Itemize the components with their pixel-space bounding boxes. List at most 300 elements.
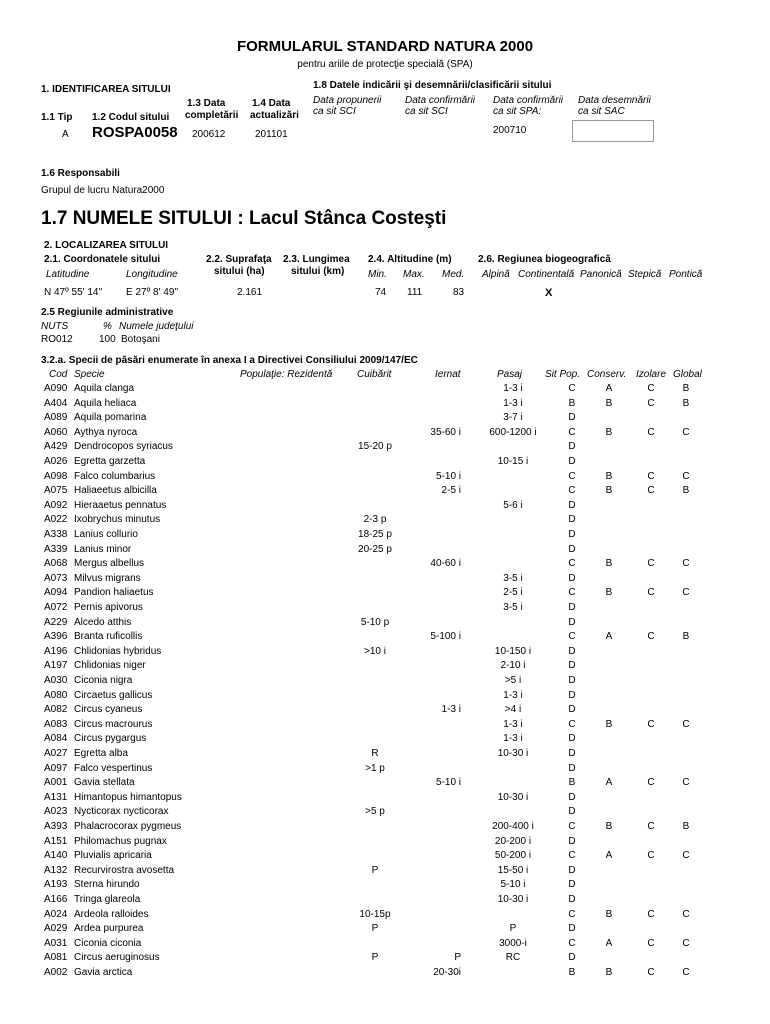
update-date-label-2: actualizări [250,110,299,121]
spa-confirm-value: 200710 [493,125,527,136]
altitude-label: 2.4. Altitudine (m) [368,254,452,265]
site-pop-value: D [568,572,576,584]
isolation-value: C [647,485,655,497]
latitude-value: N 47º 55' 14'' [44,287,103,298]
conservation-value: A [605,850,613,862]
species-name: Himantopus himantopus [74,791,182,803]
species-code: A229 [44,616,68,628]
col-passage-header: Pasaj [497,369,523,380]
breeding-value: 10-15p [359,908,391,920]
table-row [0,763,770,777]
wintering-value: 20-30i [433,967,461,978]
form-subtitle: pentru ariile de protecţie specială (SPA) [297,59,473,70]
col-global-header: Global [673,369,702,380]
col-species-header: Specie [74,369,105,380]
isolation-value: C [647,908,655,920]
conservation-value: B [605,718,613,730]
isolation-value: C [647,718,655,730]
species-name: Lanius minor [74,543,132,555]
conservation-value: A [605,383,613,394]
table-row [0,383,770,397]
site-pop-value: D [568,660,576,672]
species-name: Circus macrourus [74,718,153,730]
update-date-value: 201101 [255,129,288,140]
global-value: B [682,631,690,643]
site-pop-value: C [568,821,576,832]
conservation-value: B [605,470,613,482]
area-label-1: 2.2. Suprafaţa [206,254,272,265]
table-row [0,660,770,674]
wintering-value: 5-100 i [430,631,461,643]
global-value: C [682,587,690,599]
col-code-header: Cod [49,369,68,380]
breeding-value: P [371,952,379,964]
spa-confirm-label-1: Data confirmării [493,95,564,106]
passage-value: 2-5 i [503,587,523,599]
table-row [0,923,770,937]
breeding-value: 15-20 p [358,441,392,453]
species-name: Ardea purpurea [74,923,144,935]
wintering-value: 1-3 i [441,704,461,716]
sci-proposal-label-1: Data propunerii [313,95,382,106]
table-row [0,967,770,981]
global-value: B [682,821,690,832]
species-code: A072 [44,602,68,613]
passage-value: 50-200 i [494,850,532,862]
species-name: Aquila clanga [74,383,135,394]
passage-value: 20-200 i [494,835,532,847]
species-name: Gavia stellata [74,777,135,789]
spa-confirm-label-2: ca sit SPA: [493,106,542,117]
breeding-value: >5 p [365,806,385,818]
nuts-value: RO012 [41,334,73,345]
species-name: Dendrocopos syriacus [74,441,173,453]
passage-value: P [509,923,517,935]
sci-confirm-label-2: ca sit SCI [405,106,448,117]
percent-label: % [103,321,112,332]
species-name: Ciconia ciconia [74,937,142,949]
species-code: A031 [44,937,68,949]
species-code: A022 [44,514,68,526]
table-row [0,587,770,601]
species-name: Gavia arctica [74,967,133,978]
table-row [0,675,770,689]
table-row [0,573,770,587]
species-code: A151 [44,835,68,847]
table-row [0,602,770,616]
species-name: Branta ruficollis [74,631,143,643]
global-value: C [682,470,690,482]
wintering-value: 5-10 i [435,777,461,789]
species-code: A023 [44,806,68,818]
conservation-value: A [605,631,613,643]
passage-value: 1-3 i [503,689,523,701]
site-pop-value: D [568,952,576,964]
species-name: Egretta garzetta [74,456,146,467]
global-value: C [682,558,690,570]
conservation-value: B [605,908,613,920]
breeding-value: P [371,923,379,935]
sac-designation-label-1: Data desemnării [578,95,651,106]
altitude-min-value: 74 [375,287,387,298]
species-name: Egretta alba [74,748,128,759]
table-row [0,412,770,426]
species-code: A024 [44,908,68,920]
wintering-value: 35-60 i [430,426,461,438]
table-row [0,806,770,820]
site-pop-value: D [568,791,576,803]
completion-date-label-2: completării [185,110,239,121]
species-code: A098 [44,470,68,482]
species-code: A339 [44,543,68,555]
table-row [0,441,770,455]
isolation-value: C [647,631,655,643]
site-pop-value: D [568,894,576,905]
passage-value: 10-150 i [494,645,532,657]
table-row [0,865,770,879]
site-pop-value: D [568,499,576,511]
county-name-value: Botoşani [121,334,160,345]
isolation-value: C [647,937,655,949]
global-value: C [682,908,690,920]
isolation-value: C [647,470,655,482]
site-pop-value: B [568,397,576,409]
species-name: Circus aeruginosus [74,952,160,964]
area-value: 2.161 [237,287,263,298]
isolation-value: C [647,777,655,789]
passage-value: 1-3 i [503,383,523,394]
site-pop-value: D [568,602,576,613]
species-name: Circus cyaneus [74,704,143,716]
global-value: C [682,426,690,438]
global-value: C [682,967,690,978]
passage-value: 5-6 i [503,499,523,511]
species-code: A083 [44,718,68,730]
species-code: A166 [44,894,68,905]
area-label-2: sitului (ha) [214,266,265,277]
species-code: A197 [44,660,68,672]
species-name: Aythya nyroca [74,426,138,438]
isolation-value: C [647,587,655,599]
site-code-value: ROSPA0058 [92,124,178,141]
table-row [0,558,770,572]
conservation-value: A [605,937,613,949]
table-row [0,777,770,791]
region-pontic-label: Pontică [669,269,703,280]
region-steppic-label: Stepică [628,269,662,280]
sci-proposal-label-2: ca sit SCI [313,106,356,117]
species-name: Ixobrychus minutus [74,514,161,526]
wintering-value: P [454,952,461,964]
breeding-value: R [371,748,379,759]
species-code: A338 [44,529,68,540]
table-row [0,456,770,470]
global-value: C [682,937,690,949]
species-code: A404 [44,397,68,409]
latitude-label: Latitudine [46,269,90,280]
species-code: A002 [44,967,68,978]
altitude-max-value: 111 [407,287,423,298]
responsible-value: Grupul de lucru Natura2000 [41,185,165,196]
admin-regions-heading: 2.5 Regiunile administrative [41,307,174,318]
percent-value: 100 [99,334,116,345]
site-pop-value: C [568,485,576,497]
species-code: A068 [44,558,68,570]
altitude-med-value: 83 [453,287,465,298]
type-value: A [62,129,69,140]
species-name: Pandion haliaetus [74,587,154,599]
species-code: A429 [44,441,68,453]
site-pop-value: D [568,529,576,540]
species-code: A027 [44,748,68,759]
species-code: A029 [44,923,68,935]
breeding-value: 18-25 p [358,529,392,540]
isolation-value: C [647,558,655,570]
species-name: Aquila heliaca [74,397,137,409]
site-pop-value: B [568,777,576,789]
wintering-value: 2-5 i [441,485,461,497]
passage-value: 3-5 i [503,572,523,584]
isolation-value: C [647,821,655,832]
wintering-value: 5-10 i [435,470,461,482]
species-code: A084 [44,733,68,745]
length-label-2: sitului (km) [291,266,345,277]
table-row [0,704,770,718]
species-code: A089 [44,412,68,424]
breeding-value: 2-3 p [363,514,387,526]
passage-value: >5 i [504,675,522,686]
passage-value: 1-3 i [503,397,523,409]
species-code: A396 [44,631,68,643]
col-conservation-header: Conserv. [587,369,627,380]
passage-value: 2-10 i [500,660,526,672]
table-row [0,952,770,966]
conservation-value: B [605,967,613,978]
conservation-value: B [605,587,613,599]
site-pop-value: C [568,850,576,862]
table-row [0,514,770,528]
passage-value: 10-30 i [497,894,529,905]
species-code: A060 [44,426,68,438]
conservation-value: B [605,485,613,497]
longitude-label: Longitudine [126,269,178,280]
species-name: Nycticorax nycticorax [74,806,169,818]
species-name: Alcedo atthis [74,616,132,628]
species-code: A090 [44,383,68,394]
site-pop-value: B [568,967,576,978]
col-breeding-header: Cuibărit [357,369,392,380]
location-heading: 2. LOCALIZAREA SITULUI [44,240,169,251]
table-row [0,544,770,558]
site-pop-value: D [568,456,576,467]
table-row [0,792,770,806]
site-pop-value: C [568,470,576,482]
conservation-value: B [605,397,613,409]
species-code: A081 [44,952,68,964]
table-row [0,938,770,952]
responsible-heading: 1.6 Responsabili [41,168,120,179]
table-row [0,646,770,660]
passage-value: 10-30 i [497,791,529,803]
col-isolation-header: Izolare [636,369,667,380]
sac-designation-field[interactable] [572,120,654,142]
table-row [0,485,770,499]
species-name: Chlidonias niger [74,660,146,672]
passage-value: 200-400 i [492,821,534,832]
region-continental-label: Continentală [518,269,575,280]
species-name: Milvus migrans [74,572,141,584]
conservation-value: A [605,777,613,789]
passage-value: 5-10 i [500,879,526,891]
site-pop-value: D [568,675,576,686]
species-name: Mergus albellus [74,558,145,570]
longitude-value: E 27º 8' 49'' [126,287,179,298]
table-row [0,879,770,893]
species-name: Tringa glareola [74,894,141,905]
global-value: B [682,397,690,409]
species-code: A026 [44,456,68,467]
passage-value: 1-3 i [503,733,523,745]
species-code: A193 [44,879,68,891]
table-row [0,500,770,514]
completion-date-value: 200612 [192,129,226,140]
species-name: Hieraaetus pennatus [74,499,167,511]
table-row [0,631,770,645]
col-site-pop-header: Sit Pop. [545,369,581,380]
species-name: Pernis apivorus [74,602,143,613]
site-pop-value: C [568,908,576,920]
passage-value: 3-5 i [503,602,523,613]
species-name: Sterna hirundo [74,879,140,891]
col-wintering-header: Iernat [435,369,461,380]
breeding-value: 20-25 p [358,543,392,555]
passage-value: 600-1200 i [489,426,537,438]
species-name: Recurvirostra avosetta [74,864,175,876]
altitude-max-label: Max. [403,269,425,280]
table-row [0,398,770,412]
isolation-value: C [647,967,655,978]
table-row [0,850,770,864]
table-row [0,617,770,631]
breeding-value: >10 i [364,645,386,657]
table-row [0,471,770,485]
site-pop-value: D [568,689,576,701]
site-pop-value: D [568,806,576,818]
table-row [0,836,770,850]
site-pop-value: D [568,748,576,759]
length-label-1: 2.3. Lungimea [283,254,350,265]
species-name: Circaetus gallicus [74,689,153,701]
site-pop-value: C [568,587,576,599]
isolation-value: C [647,850,655,862]
species-name: Falco vespertinus [74,762,153,774]
update-date-label-1: 1.4 Data [252,98,291,109]
passage-value: 1-3 i [503,718,523,730]
site-name: 1.7 NUMELE SITULUI : Lacul Stânca Costeşti [41,208,447,229]
wintering-value: 40-60 i [430,558,461,570]
conservation-value: B [605,558,613,570]
species-name: Ardeola ralloides [74,908,149,920]
site-pop-value: D [568,645,576,657]
global-value: B [682,485,690,497]
passage-value: 3000-i [499,937,527,949]
site-pop-value: D [568,704,576,716]
identification-heading: 1. IDENTIFICAREA SITULUI [41,84,171,95]
species-name: Ciconia nigra [74,675,133,686]
site-pop-value: D [568,879,576,891]
site-pop-value: D [568,412,576,424]
species-code: A393 [44,821,68,832]
conservation-value: B [605,426,613,438]
site-pop-value: D [568,864,576,876]
conservation-value: B [605,821,613,832]
site-code-label: 1.2 Codul sitului [92,112,170,123]
table-row [0,529,770,543]
site-pop-value: C [568,718,576,730]
global-value: C [682,850,690,862]
species-code: A092 [44,499,68,511]
passage-value: 3-7 i [503,412,523,424]
species-code: A080 [44,689,68,701]
site-pop-value: D [568,616,576,628]
altitude-min-label: Min. [368,269,387,280]
biogeo-region-label: 2.6. Regiunea biogeografică [478,254,611,265]
table-row [0,719,770,733]
species-code: A132 [44,864,68,876]
species-name: Lanius collurio [74,529,138,540]
species-name: Phalacrocorax pygmeus [74,821,182,832]
global-value: C [682,718,690,730]
site-pop-value: D [568,923,576,935]
site-pop-value: C [568,558,576,570]
site-pop-value: C [568,937,576,949]
table-row [0,690,770,704]
form-title: FORMULARUL STANDARD NATURA 2000 [236,38,534,55]
breeding-value: 5-10 p [360,616,390,628]
species-code: A097 [44,762,68,774]
site-pop-value: C [568,426,576,438]
table-row [0,821,770,835]
col-population-resident-header: Populaţie: Rezidentă [240,369,333,380]
site-pop-value: C [568,631,576,643]
sci-confirm-label-1: Data confirmării [405,95,476,106]
table-row [0,733,770,747]
species-name: Pluvialis apricaria [74,850,152,862]
site-pop-value: D [568,762,576,774]
site-pop-value: C [568,383,576,394]
type-label: 1.1 Tip [41,112,73,123]
altitude-med-label: Med. [442,269,465,280]
passage-value: 15-50 i [497,864,529,876]
continental-region-mark: X [545,287,553,299]
site-pop-value: D [568,514,576,526]
species-code: A082 [44,704,68,716]
species-name: Philomachus pugnax [74,835,167,847]
region-alpine-label: Alpină [482,269,510,280]
species-code: A140 [44,850,68,862]
passage-value: >4 i [504,704,522,716]
species-code: A001 [44,777,68,789]
global-value: B [682,383,690,394]
designation-heading: 1.8 Datele indicării şi desemnării/clasificării sitului [313,80,552,91]
coordinates-label: 2.1. Coordonatele sitului [44,254,161,265]
passage-value: 10-15 i [497,456,529,467]
region-pannonian-label: Panonică [580,269,622,280]
species-code: A030 [44,675,68,686]
breeding-value: >1 p [365,762,385,774]
birds-annex-heading: 3.2.a. Specii de păsări enumerate în anexa I a Directivei Consiliului 2009/147/EC [41,355,418,366]
global-value: C [682,777,690,789]
